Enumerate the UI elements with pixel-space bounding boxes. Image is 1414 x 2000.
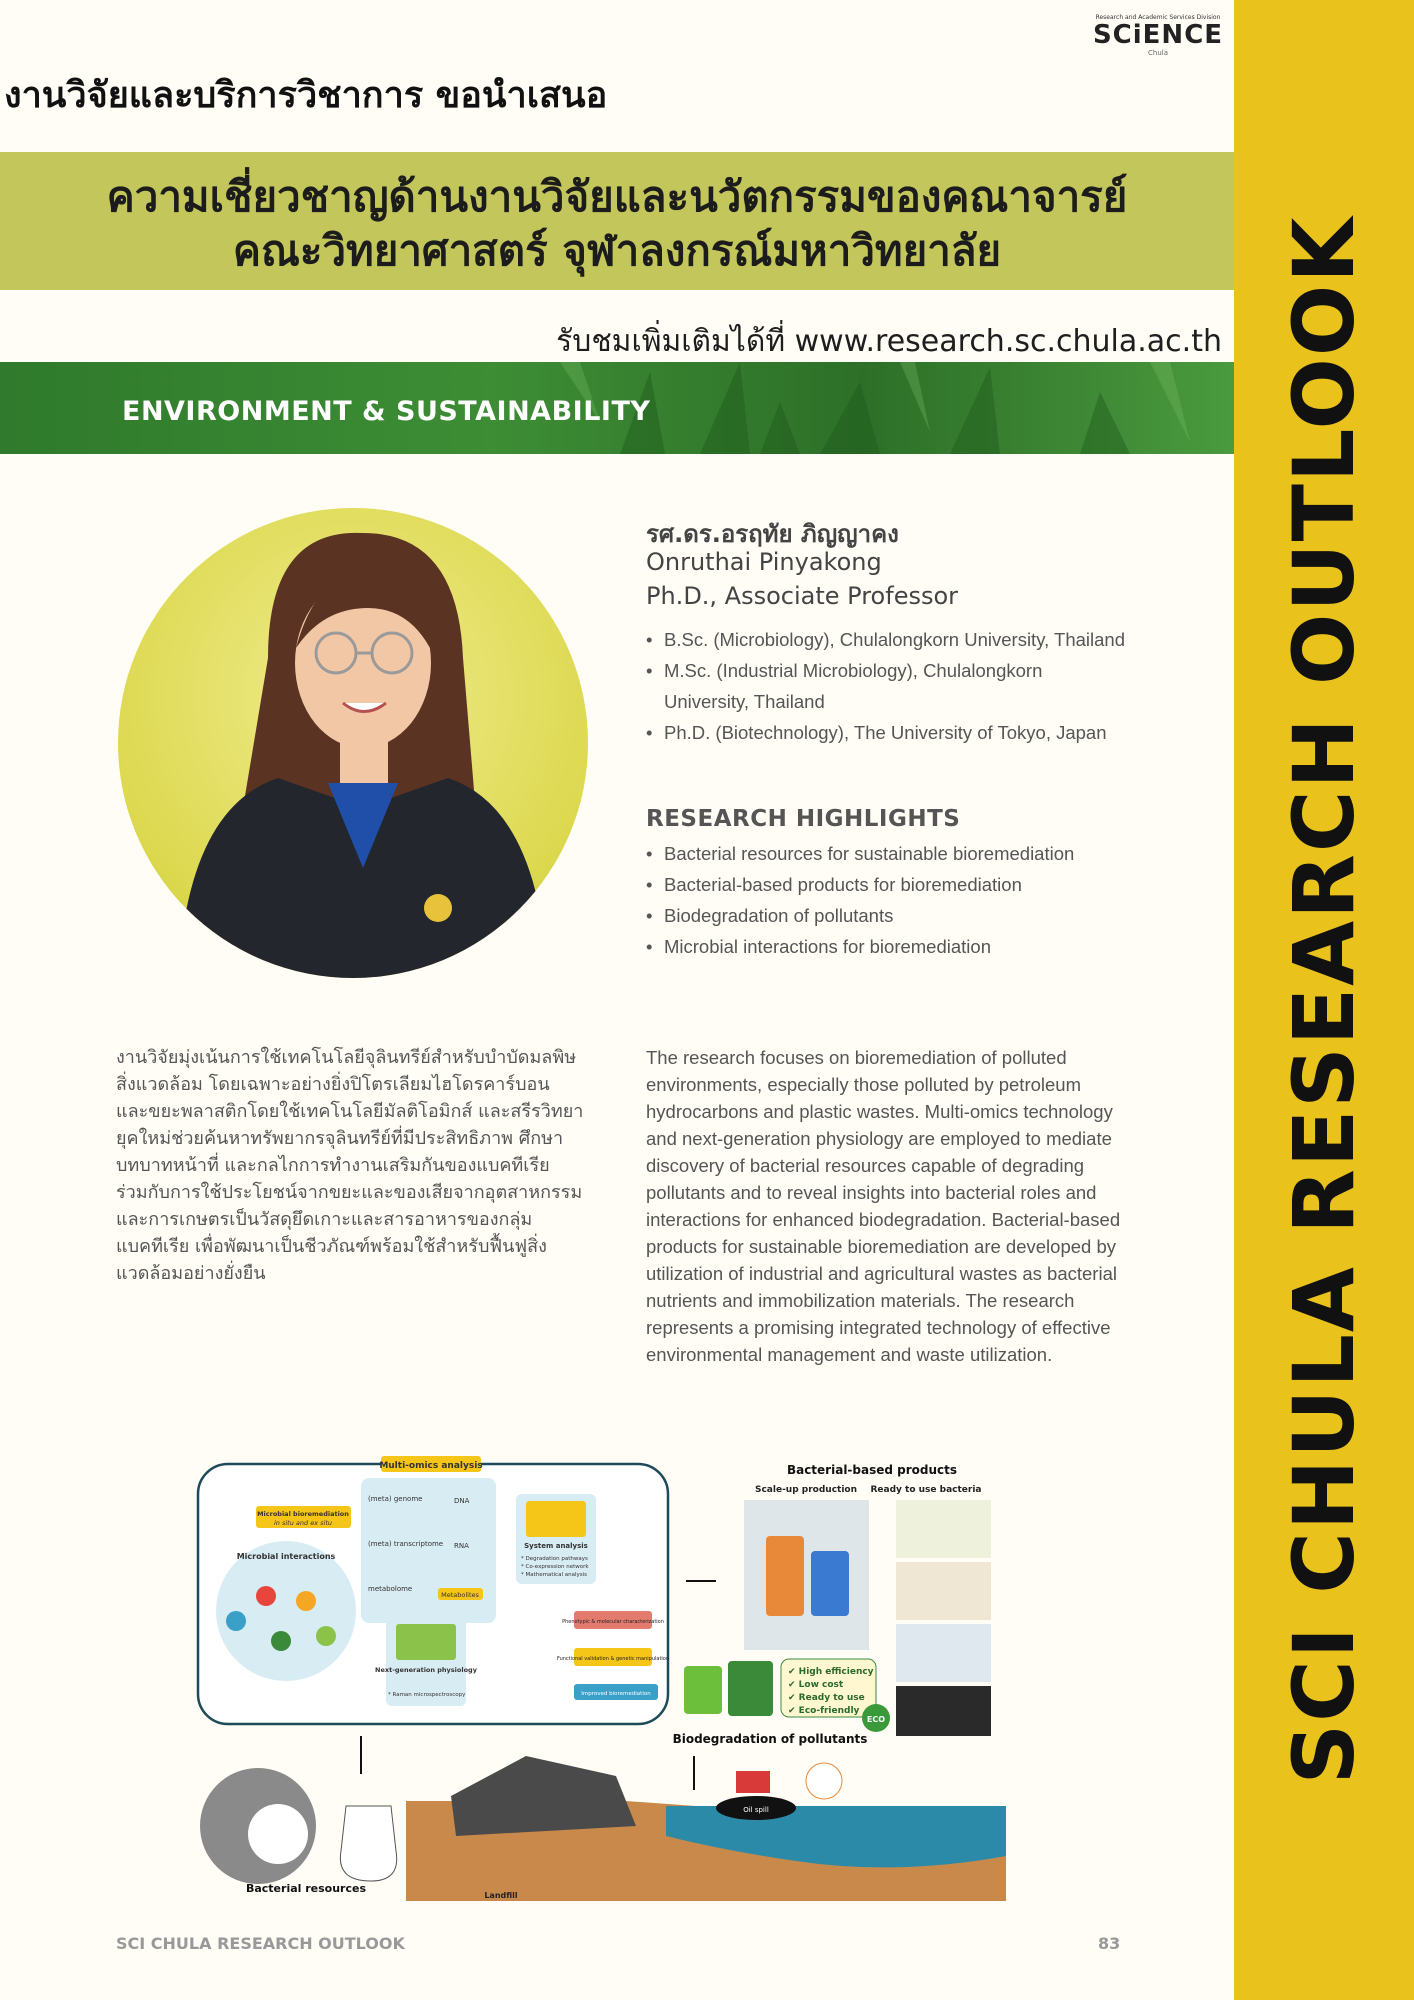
oil-spill-label: Oil spill	[743, 1806, 769, 1814]
landfill-label: Landfill	[484, 1891, 518, 1900]
products-title: Bacterial-based products	[786, 1463, 958, 1477]
bacteria-zoom	[806, 1763, 842, 1799]
research-diagram	[196, 1456, 1016, 1906]
title-line-1: ความเชี่ยวชาญด้านงานวิจัยและนวัตกรรมของคณาจารย์	[106, 172, 1128, 221]
category-label: ENVIRONMENT & SUSTAINABILITY	[122, 396, 651, 427]
next-gen-label: Next-generation physiology	[375, 1666, 477, 1674]
multi-omics-label: Multi-omics analysis	[379, 1461, 483, 1471]
genome-label: (meta) genome	[368, 1495, 423, 1503]
highlight-item: • Bacterial resources for sustainable bioremediation	[646, 838, 1146, 869]
biodegradation-label: Biodegradation of pollutants	[672, 1732, 868, 1746]
intro-heading: งานวิจัยและบริการวิชาการ ขอนำเสนอ	[4, 75, 608, 116]
sidebar-title: SCI CHULA RESEARCH OUTLOOK	[1275, 215, 1373, 1785]
portrait-illustration	[118, 508, 588, 978]
body-english: The research focuses on bioremediation of polluted environments, especially those polluted by petroleum hydrocarbons and plastic wastes. Multi-omics technology and next-generation physiology are employed to mediate discovery of bacterial resources capable of degrading pollutants and to reveal insights into bacterial roles and interactions for enhanced biodegradation. Bacterial-based products for sustainable bioremediation are developed by utilization of industrial and agricultural wastes as bacterial nutrients and immobilization materials. The research represents a promising integrated technology of effective environmental management and waste utilization.	[646, 1047, 1121, 1365]
bioremediation-label: Microbial bioremediation	[257, 1510, 349, 1518]
education-item: • Ph.D. (Biotechnology), The University of Tokyo, Japan	[646, 717, 1126, 748]
highlight-item: • Biodegradation of pollutants	[646, 900, 1146, 931]
product-photo	[896, 1562, 991, 1620]
diagram-svg	[196, 1456, 1016, 1906]
logo-wordmark: SCiENCE	[1092, 20, 1224, 50]
title-line-2: คณะวิทยาศาสตร์ จุฬาลงกรณ์มหาวิทยาลัย	[232, 226, 1002, 275]
bacterial-resources-label: Bacterial resources	[245, 1882, 367, 1895]
name-english: Onruthai Pinyakong	[646, 548, 882, 576]
profile-photo	[118, 508, 588, 978]
academic-position: Ph.D., Associate Professor	[646, 582, 959, 610]
flask-icon	[340, 1806, 396, 1881]
interactions-circle	[216, 1541, 356, 1681]
ship-icon	[736, 1771, 770, 1793]
garbage-pile	[451, 1756, 636, 1836]
research-highlights-heading: RESEARCH HIGHLIGHTS	[646, 806, 961, 832]
highlight-item: • Microbial interactions for bioremediation	[646, 931, 1146, 962]
bioreactor-photo	[744, 1500, 869, 1650]
sidebar-band	[1234, 0, 1414, 2000]
logo-sub: Chula	[1148, 49, 1168, 57]
benefit-item: ✔ Low cost	[788, 1680, 844, 1690]
page-number: 83	[1098, 1934, 1121, 1953]
product-photo	[896, 1624, 991, 1682]
system-analysis-label: System analysis	[524, 1542, 588, 1550]
in-situ-label: in situ and ex situ	[274, 1519, 332, 1527]
science-chula-logo	[1088, 14, 1228, 66]
benefit-item: ✔ Eco-friendly	[788, 1706, 860, 1716]
product-bag	[728, 1661, 773, 1716]
benefit-item: ✔ Ready to use	[788, 1693, 865, 1703]
improved-label: Improved bioremediation	[581, 1691, 651, 1697]
name-thai: รศ.ดร.อรฤทัย ภิญญาคง	[646, 520, 899, 548]
eco-label: ECO	[866, 1715, 886, 1724]
benefit-item: ✔ High efficiency	[788, 1667, 874, 1677]
footer-publication: SCI CHULA RESEARCH OUTLOOK	[116, 1934, 405, 1953]
education-item: • B.Sc. (Microbiology), Chulalongkorn University, Thailand	[646, 624, 1126, 655]
rna-label: RNA	[454, 1542, 469, 1550]
product-photo	[896, 1500, 991, 1558]
interactions-label: Microbial interactions	[236, 1552, 336, 1561]
phenotypic-label: Phenotypic & molecular characterization	[562, 1619, 664, 1625]
product-photo	[896, 1686, 991, 1736]
page-title	[0, 170, 1234, 278]
product-bottle	[684, 1666, 722, 1714]
more-info-link[interactable]: รับชมเพิ่มเติมได้ที่ www.research.sc.chula.ac.th	[556, 324, 1222, 359]
functional-label: Functional validation & genetic manipulation	[556, 1656, 670, 1662]
system-bullet: * Degradation pathways	[521, 1556, 588, 1562]
dna-label: DNA	[454, 1497, 470, 1505]
highlights-list	[646, 838, 1146, 962]
transcriptome-label: (meta) transcriptome	[368, 1540, 444, 1548]
education-list	[646, 624, 1126, 748]
education-item: • M.Sc. (Industrial Microbiology), Chulalongkorn University, Thailand	[646, 655, 1126, 717]
body-thai: งานวิจัยมุ่งเน้นการใช้เทคโนโลยีจุลินทรีย์สำหรับบำบัดมลพิษสิ่งแวดล้อม โดยเฉพาะอย่างยิ่งปิโตรเลียมไฮโดรคาร์บอน และขยะพลาสติกโดยใช้เทคโนโลยีมัลติโอมิกส์ และสรีรวิทยายุคใหม่ช่วยค้นหาทรัพยากรจุลินทรีย์ที่มีประสิทธิภาพ ศึกษาบทบาทหน้าที่ และกลไกการทำงานเสริมกันของแบคทีเรีย ร่วมกับการใช้ประโยชน์จากขยะและของเสียจากอุตสาหกรรมและการเกษตรเป็นวัสดุยึดเกาะและสารอาหารของกลุ่มแบคทีเรีย เพื่อพัฒนาเป็นชีวภัณฑ์พร้อมใช้สำหรับฟื้นฟูสิ่งแวดล้อมอย่างยั่งยืน	[116, 1047, 584, 1284]
metabolome-label: metabolome	[368, 1585, 413, 1593]
ready-label: Ready to use bacteria	[870, 1485, 982, 1495]
system-bullet: * Mathematical analysis	[521, 1572, 587, 1578]
metabolites-label: Metabolites	[441, 1591, 479, 1599]
highlight-item: • Bacterial-based products for bioremediation	[646, 869, 1146, 900]
logo-tagline: Research and Academic Services Division	[1095, 14, 1221, 21]
system-bullet: * Co-expression network	[521, 1564, 589, 1570]
scaleup-label: Scale-up production	[754, 1485, 858, 1495]
raman-label: * Raman microspectroscopy	[388, 1692, 466, 1698]
